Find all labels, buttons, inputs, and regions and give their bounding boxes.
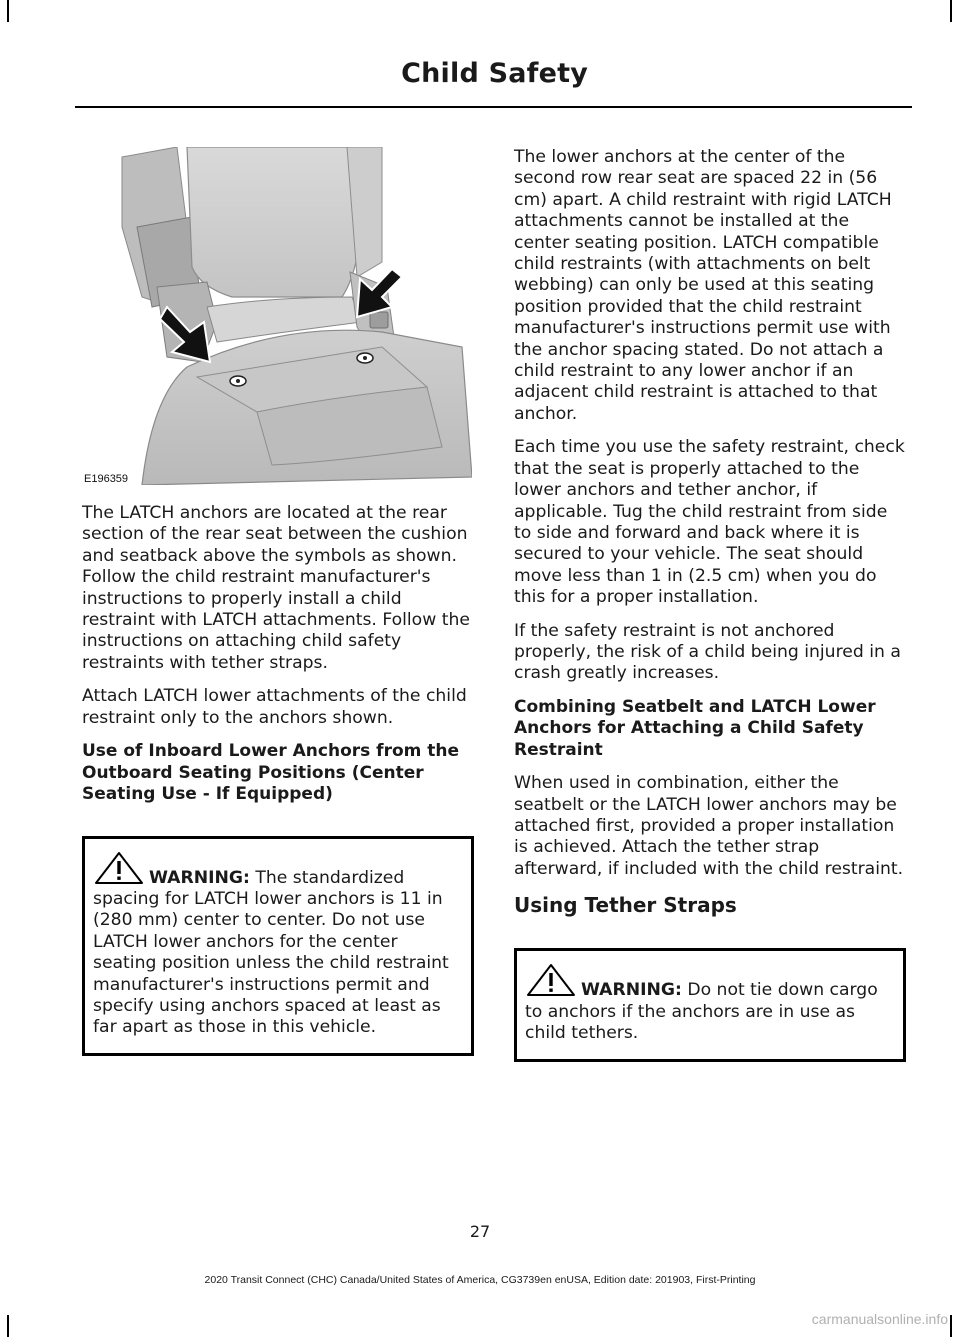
warning-triangle-icon (525, 963, 577, 997)
warning-label: WARNING: (149, 867, 250, 888)
right-column (514, 147, 906, 1062)
section-title: Using Tether Straps (514, 893, 737, 918)
paragraph: The LATCH anchors are located at the rear section of the rear seat between the cushion and seatback above the symbols as shown. Follow the child restraint manufacturer's instructions to properly install a child restraint with LATCH attachments. Follow the instructions on attaching child safety restraints with tether straps. (82, 503, 470, 673)
page-number: 27 (469, 1222, 491, 1241)
title-rule (75, 106, 912, 108)
warning-text: Do not tie down cargo to anchors if the anchors are in use as child tethers. (525, 980, 878, 1044)
page-title: Child Safety (401, 58, 588, 89)
crop-mark-top-right (950, 0, 952, 22)
seat-illustration (82, 147, 472, 485)
latch-symbol-left (230, 376, 246, 386)
warning-box (514, 948, 906, 1061)
section-heading: Use of Inboard Lower Anchors from the Outboard Seating Positions (Center Seating Use - If Equipped) (82, 741, 460, 805)
paragraph: When used in combination, either the seatbelt or the LATCH lower anchors may be attached first, provided a proper installation is achieved. Attach the tether strap afterward, if included with the child restraint. (514, 773, 904, 879)
warning-box (82, 836, 474, 1056)
paragraph: If the safety restraint is not anchored properly, the risk of a child being injured in a crash greatly increases. (514, 620, 901, 684)
left-column (82, 503, 474, 1056)
edition-line: 2020 Transit Connect (CHC) Canada/United States of America, CG3739en enUSA, Edition date: 201903, First-Printing (204, 1274, 756, 1286)
warning-triangle-icon (93, 851, 145, 885)
warning-label: WARNING: (581, 980, 682, 1001)
crop-mark-bottom-left (7, 1315, 9, 1337)
paragraph: Attach LATCH lower attachments of the child restraint only to the anchors shown. (82, 686, 467, 728)
crop-mark-top-left (7, 0, 9, 22)
figure-code: E196359 (84, 473, 129, 485)
crop-mark-bottom-right (950, 1315, 952, 1337)
paragraph: The lower anchors at the center of the second row rear seat are spaced 22 in (56 cm) apart. A child restraint with rigid LATCH attachments cannot be installed at the center seating position. LATCH compatible child restraints (with attachments on belt webbing) can only be used at this seating position provided that the child restraint manufacturer's instructions permit use with the anchor spacing stated. Do not attach a child restraint to any lower anchor if an adjacent child restraint is attached to that anchor. (514, 147, 892, 424)
seat-drawing (82, 147, 472, 485)
latch-symbol-right (357, 353, 373, 363)
paragraph: Each time you use the safety restraint, check that the seat is properly attached to the lower anchors and tether anchor, if applicable. Tug the child restraint from side to side and forward and back where it is secured to your vehicle. The seat should move less than 1 in (2.5 cm) when you do this for a proper installation. (514, 437, 905, 608)
warning-text: The standardized spacing for LATCH lower anchors is 11 in (280 mm) center to center. Do not use LATCH lower anchors for the center seating position unless the child restraint manufacturer's instructions permit and specify using anchors spaced at least as far apart as those in this vehicle. (93, 867, 449, 1038)
section-heading: Combining Seatbelt and LATCH Lower Anchors for Attaching a Child Safety Restraint (514, 696, 876, 760)
watermark[interactable]: carmanualsonline.info (811, 1311, 948, 1327)
